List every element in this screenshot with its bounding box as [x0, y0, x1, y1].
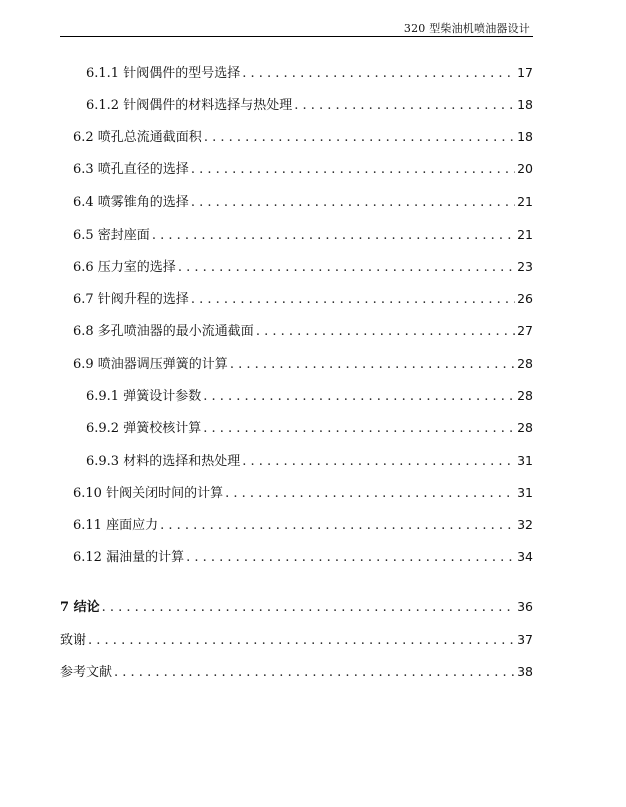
toc-entry-title: 6.3 喷孔直径的选择	[73, 162, 189, 177]
toc-entry-page: 28	[517, 420, 533, 435]
toc-leader	[294, 97, 515, 115]
toc-entry-page: 31	[517, 453, 533, 468]
toc-entry-title: 6.8 多孔喷油器的最小流通截面	[73, 324, 254, 339]
toc-entry-title: 6.7 针阀升程的选择	[73, 292, 189, 307]
toc-entry-page: 18	[517, 97, 533, 112]
toc-entry[interactable]	[60, 663, 533, 681]
toc-entry-page: 34	[517, 549, 533, 564]
toc-entry-title: 6.11 座面应力	[73, 518, 159, 533]
header-rule	[60, 36, 533, 37]
running-header: 320 型柴油机喷油器设计	[403, 22, 530, 35]
toc-entry-page: 36	[517, 599, 533, 614]
toc-entry-page: 38	[517, 664, 533, 679]
toc-leader	[203, 420, 515, 438]
toc-entry[interactable]	[73, 516, 533, 534]
toc-entry-page: 21	[517, 227, 533, 242]
toc-entry[interactable]	[73, 193, 533, 211]
toc-leader	[191, 161, 515, 179]
toc-entry[interactable]	[73, 160, 533, 178]
toc-leader	[225, 485, 515, 503]
toc-entry-page: 23	[517, 259, 533, 274]
toc-entry[interactable]	[73, 355, 533, 373]
toc-entry-page: 26	[517, 291, 533, 306]
toc-entry-title: 6.5 密封座面	[73, 228, 150, 243]
toc-entry[interactable]	[60, 598, 533, 616]
toc-leader	[191, 291, 515, 309]
toc-leader	[186, 549, 515, 567]
toc-leader	[102, 599, 516, 617]
toc-leader	[256, 323, 515, 341]
toc-leader	[230, 356, 515, 374]
toc-entry-page: 21	[517, 194, 533, 209]
toc-entry-title: 6.10 针阀关闭时间的计算	[73, 486, 224, 501]
toc-entry[interactable]	[86, 96, 533, 114]
toc-entry-page: 27	[517, 323, 533, 338]
toc-entry-page: 17	[517, 65, 533, 80]
toc-entry-title: 6.1.1 针阀偶件的型号选择	[86, 66, 241, 81]
toc-entry-title: 6.12 漏油量的计算	[73, 550, 185, 565]
toc-leader	[152, 227, 515, 245]
toc-leader	[242, 453, 515, 471]
toc-leader	[242, 65, 515, 83]
toc-leader	[88, 632, 515, 650]
toc-entry-page: 20	[517, 161, 533, 176]
toc-entry-title: 参考文献	[60, 665, 113, 680]
toc-entry[interactable]	[86, 387, 533, 405]
toc-entry[interactable]	[86, 64, 533, 82]
toc-entry-page: 37	[517, 632, 533, 647]
toc-entry[interactable]	[73, 128, 533, 146]
toc-entry[interactable]	[73, 290, 533, 308]
toc-entry-title: 6.2 喷孔总流通截面积	[73, 130, 202, 145]
toc-entry-title: 7 结论	[60, 600, 100, 615]
toc-leader	[178, 259, 515, 277]
toc-leader	[160, 517, 515, 535]
toc-entry[interactable]	[60, 631, 533, 649]
toc-leader	[203, 388, 515, 406]
toc-entry[interactable]	[86, 419, 533, 437]
toc-entry[interactable]	[73, 226, 533, 244]
toc-entry-title: 6.9.3 材料的选择和热处理	[86, 454, 241, 469]
toc-leader	[204, 129, 515, 147]
toc-entry[interactable]	[73, 258, 533, 276]
toc-entry[interactable]	[86, 452, 533, 470]
toc-entry-title: 6.9.1 弹簧设计参数	[86, 389, 202, 404]
toc-entry-title: 6.1.2 针阀偶件的材料选择与热处理	[86, 98, 293, 113]
toc-entry-title: 6.9.2 弹簧校核计算	[86, 421, 202, 436]
toc-entry-title: 6.6 压力室的选择	[73, 260, 176, 275]
toc-entry[interactable]	[73, 484, 533, 502]
toc-entry-title: 6.4 喷雾锥角的选择	[73, 195, 189, 210]
toc-entry-page: 28	[517, 356, 533, 371]
toc-entry-title: 6.9 喷油器调压弹簧的计算	[73, 357, 228, 372]
toc-entry[interactable]	[73, 322, 533, 340]
toc-leader	[191, 194, 515, 212]
toc-entry-page: 31	[517, 485, 533, 500]
toc-entry-page: 32	[517, 517, 533, 532]
toc-leader	[114, 664, 515, 682]
toc-entry-page: 28	[517, 388, 533, 403]
toc-entry-page: 18	[517, 129, 533, 144]
toc-entry[interactable]	[73, 548, 533, 566]
toc-entry-title: 致谢	[60, 633, 87, 648]
